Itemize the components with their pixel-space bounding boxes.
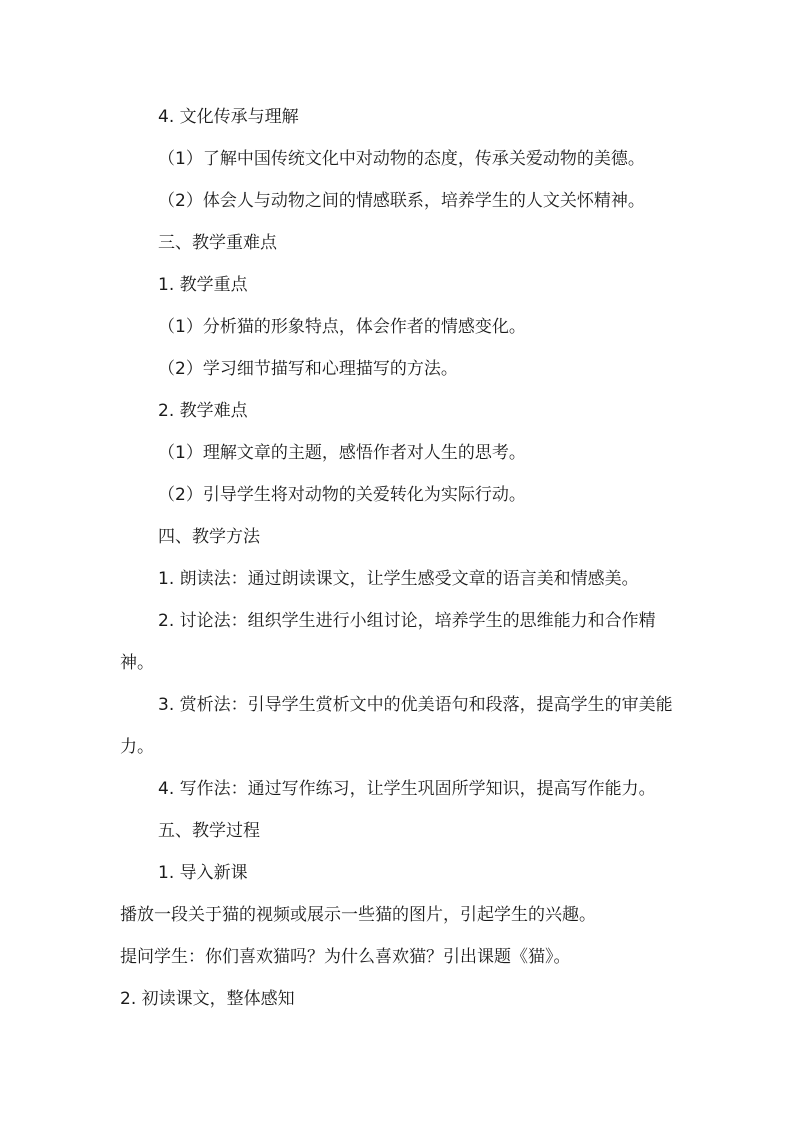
paragraph-line: （1）分析猫的形象特点，体会作者的情感变化。 [158, 317, 526, 337]
section-heading-teaching-process: 五、教学过程 [158, 821, 260, 841]
paragraph-line: （2）学习细节描写和心理描写的方法。 [158, 359, 458, 379]
section-heading-cultural-heritage: 4. 文化传承与理解 [158, 107, 299, 127]
wrapped-paragraph: 3. 赏析法：引导学生赏析文中的优美语句和段落，提高学生的审美能力。 [120, 695, 673, 757]
paragraph-line: （2）引导学生将对动物的关爱转化为实际行动。 [158, 485, 526, 505]
subsection-heading-first-reading: 2. 初读课文，整体感知 [120, 989, 295, 1009]
subsection-heading-lesson-intro: 1. 导入新课 [158, 863, 248, 883]
section-heading-teaching-methods: 四、教学方法 [158, 527, 260, 547]
paragraph-line: 提问学生：你们喜欢猫吗？为什么喜欢猫？引出课题《猫》。 [120, 947, 571, 967]
paragraph-line: （1）理解文章的主题，感悟作者对人生的思考。 [158, 443, 526, 463]
subsection-heading-key-points: 1. 教学重点 [158, 275, 248, 295]
paragraph-line: 播放一段关于猫的视频或展示一些猫的图片，引起学生的兴趣。 [120, 905, 596, 925]
paragraph-line: 1. 朗读法：通过朗读课文，让学生感受文章的语言美和情感美。 [158, 569, 639, 589]
section-heading-key-difficulties: 三、教学重难点 [158, 233, 277, 253]
subsection-heading-difficulties: 2. 教学难点 [158, 401, 248, 421]
paragraph-line: （2）体会人与动物之间的情感联系，培养学生的人文关怀精神。 [158, 191, 645, 211]
paragraph-line: 4. 写作法：通过写作练习，让学生巩固所学知识，提高写作能力。 [158, 779, 656, 799]
wrapped-paragraph: 2. 讨论法：组织学生进行小组讨论，培养学生的思维能力和合作精神。 [120, 611, 656, 673]
paragraph-line: （1）了解中国传统文化中对动物的态度，传承关爱动物的美德。 [158, 149, 645, 169]
